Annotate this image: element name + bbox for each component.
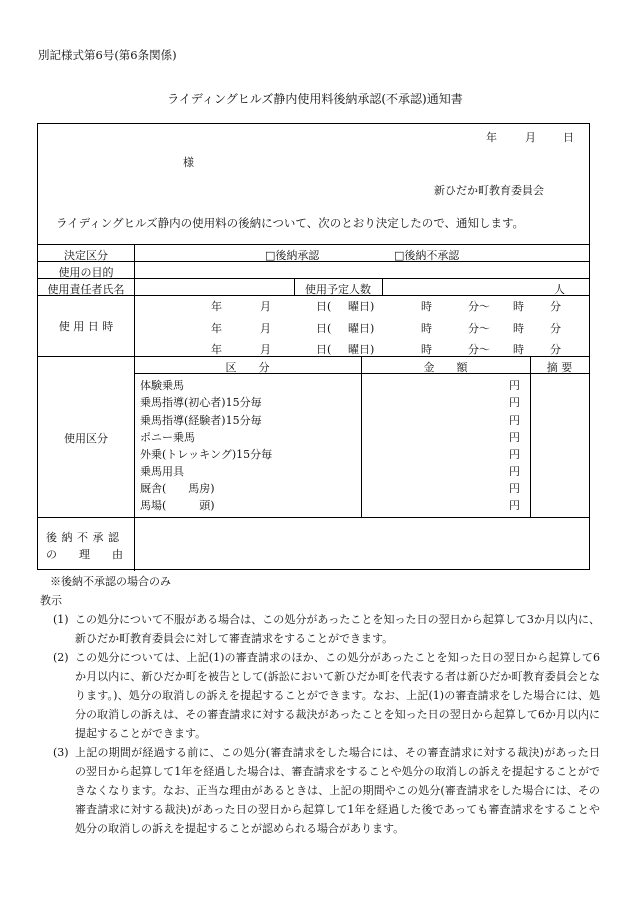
purpose-label: 使用の目的 xyxy=(58,266,114,279)
usage-item: 馬場( 頭) xyxy=(140,499,215,512)
date-day: 日 xyxy=(563,131,574,144)
decision-approve-checkbox[interactable]: □後納承認 xyxy=(265,249,320,262)
notice-item: (1) この処分について不服がある場合は、この処分があったことを知った日の翌日から起算して3か月以内に、新ひだか町教育委員会に対して審査請求をすることができます。 xyxy=(53,613,600,645)
usage-col-category: 区 分 xyxy=(225,361,270,374)
date-month: 月 xyxy=(525,131,536,144)
notes-section xyxy=(35,572,600,838)
responsible-label: 使用責任者氏名 xyxy=(47,283,125,296)
issuer-name: 新ひだか町教育委員会 xyxy=(434,184,544,197)
usage-col-amount: 金 額 xyxy=(423,361,468,374)
intro-text: ライディングヒルズ静内の使用料の後納について、次のとおり決定したので、通知します。 xyxy=(56,216,525,230)
usage-col-remarks: 摘 要 xyxy=(546,361,573,374)
yen-unit: 円 xyxy=(509,465,520,478)
reject-reason-label-line2: の 理 由 xyxy=(46,548,123,561)
notice-item: (3) 上記の期間が経過する前に、この処分(審査請求をした場合には、その審査請求に対する裁決)があった日の翌日から起算して1年を経過した場合は、審査請求をすることや処分の取消しの訴えを提起することができなくなります。なお、正当な理由があるときは、上記の期間やこの処分(審査請求をした場合には、その審査請求に対する裁決)があった日の翌日から起算して1年を経過した後であっても審査請求をすることや処分の取消しの訴えを提起することが認められる場合があります。 xyxy=(53,746,600,835)
usage-label: 使用区分 xyxy=(64,432,108,445)
reject-reason-label-line1: 後 納 不 承 認 xyxy=(46,531,120,544)
usage-item: 乗馬指導(経験者)15分毎 xyxy=(140,414,262,427)
notice-item: (2) この処分については、上記(1)の審査請求のほか、この処分があったことを知った日の翌日から起算して6か月以内に、新ひだか町を被告として(訴訟において新ひだか町を代表する者は新ひだか町教育委員会となります。)、処分の取消しの訴えを提起することができます。なお、上記(1)の審査請求をした場合には、処分の取消しの訴えは、その審査請求に対する裁決があったことを知った日の翌日から起算して6か月以内に提起することができます。 xyxy=(53,651,600,740)
notice-heading: 教示 xyxy=(40,594,62,607)
usage-item: 外乗(トレッキング)15分毎 xyxy=(140,448,273,461)
planned-count-label: 使用予定人数 xyxy=(305,283,371,296)
person-unit: 人 xyxy=(554,283,565,296)
usage-item: 体験乗馬 xyxy=(140,379,184,392)
document-title: ライディングヒルズ静内使用料後納承認(不承認)通知書 xyxy=(167,92,463,106)
addressee-suffix: 様 xyxy=(183,156,194,169)
yen-unit: 円 xyxy=(509,396,520,409)
yen-unit: 円 xyxy=(509,499,520,512)
usage-item: 乗馬指導(初心者)15分毎 xyxy=(140,396,262,409)
yen-unit: 円 xyxy=(509,448,520,461)
form-number-label: 別記様式第6号(第6条関係) xyxy=(38,48,177,62)
usage-item: ポニー乗馬 xyxy=(140,431,195,444)
date-year: 年 xyxy=(486,131,497,144)
usage-item: 乗馬用具 xyxy=(140,465,184,478)
datetime-label: 使 用 日 時 xyxy=(58,320,114,333)
usage-item: 厩舎( 馬房) xyxy=(140,482,215,495)
yen-unit: 円 xyxy=(509,482,520,495)
footnote: ※後納不承認の場合のみ xyxy=(50,575,171,588)
yen-unit: 円 xyxy=(509,379,520,392)
decision-reject-checkbox[interactable]: □後納不承認 xyxy=(394,249,460,262)
notice-form-box: 年 月 日 様 新ひだか町教育委員会 ライディングヒルズ静内の使用料の後納について、次のとおり決定したので、通知します。 決定区分 □後納承認 □後納不承認 使用の目的 使用責任者氏名 使用予定人数 人 使 用 日 時 年 月 日( 曜日) 時 分〜 時 分 年 月 日( 曜日) 時 分〜 時 分 年 月 日( 曜日) 時 分〜 時 分 使用区分 区 分 金 額 摘 要 体験乗馬 乗馬指導(初心者)15分毎 乗馬指導(経験者)15分毎 ポニー乗馬 外乗(トレッキング)15分毎 乗馬用具 厩舎( 馬房) 馬場( 頭) 円 円 円 円 円 円 円 円 後 納 不 承 認 の 理 由 xyxy=(37,123,590,570)
decision-label: 決定区分 xyxy=(64,249,108,262)
yen-unit: 円 xyxy=(509,431,520,444)
yen-unit: 円 xyxy=(509,414,520,427)
